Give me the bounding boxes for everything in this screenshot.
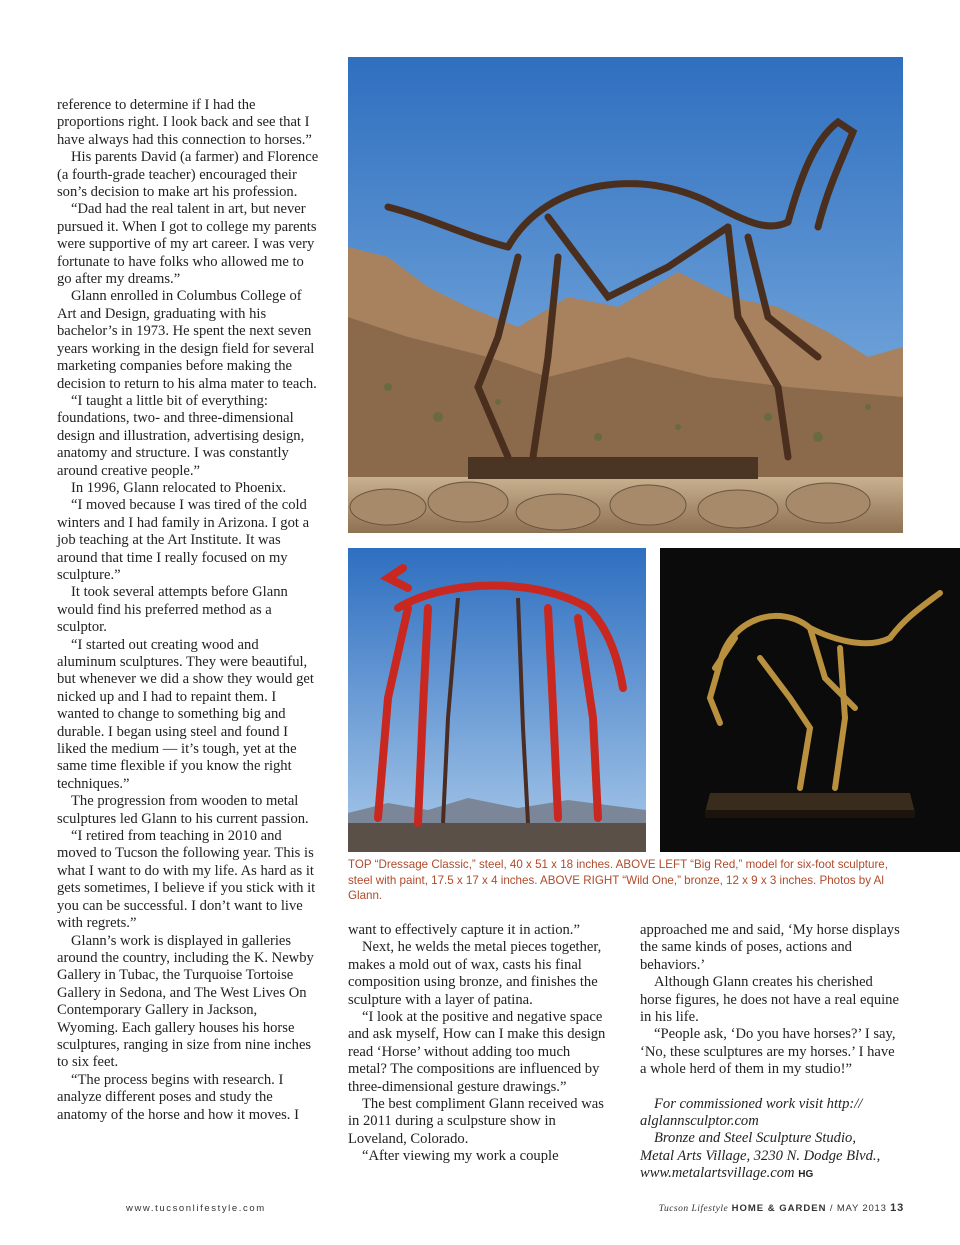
paragraph: Glann enrolled in Columbus College of Art and Design, graduating with his bachelor’s in 1973. He spent the next seven years working in the design field for several marketing companies before making the decision to return to his alma mater to teach. [57,288,317,392]
end-mark: HG [798,1169,814,1181]
photo-wild-one [660,548,960,852]
footer-section: HOME & GARDEN [731,1203,827,1214]
credit-line: For commissioned work visit http:// [654,1095,863,1112]
credit-link[interactable]: alglannsculptor.com [640,1113,759,1130]
paragraph: Glann’s work is displayed in galleries around the country, including the K. Newby Gallery in Tubac, the Turquoise Tortoise Gallery in Sedona, and The West Lives On Contemporary Gallery in Jackson, Wyoming. Each gallery houses his horse sculptures, ranging in size from nine inches to six feet. [57,932,314,1071]
footer-website[interactable]: www.tucsonlifestyle.com [126,1203,266,1214]
credit-website-link[interactable]: www.metalartsvillage.com [640,1165,795,1182]
paragraph: Although Glann creates his cherished horse figures, he does not have a real equine in his life. [640,974,899,1026]
credit-line: Metal Arts Village, 3230 N. Dodge Blvd., [640,1147,881,1164]
paragraph: “I taught a little bit of everything: foundations, two- and three-dimensional design and illustration, advertising design, anatomy and structure. I was constantly around creative people.” [57,392,305,479]
paragraph: The best compliment Glann received was in 2011 during a sculpsture show in Loveland, Colorado. [348,1096,604,1147]
footer-folio [659,1202,904,1214]
paragraph: “After viewing my work a couple [362,1148,559,1165]
paragraph: The progression from wooden to metal sculptures led Glann to his current passion. [57,793,309,827]
paragraph: “I retired from teaching in 2010 and moved to Tucson the following year. This is what I want to do with my life. As hard as it gets sometimes, I believe if you stick with it you can be successful. I don’t want to live with regrets.” [57,828,316,932]
paragraph: His parents David (a farmer) and Florence (a fourth-grade teacher) encouraged their son’s decision to make art his profession. [57,149,319,201]
article-column-2 [348,922,610,1166]
paragraph: “Dad had the real talent in art, but never pursued it. When I got to college my parents were supportive of my art career. I was very fortunate to have folks who allowed me to go after my dreams.” [57,201,317,288]
paragraph: “I look at the positive and negative space and ask myself, How can I make this design read ‘Horse’ without adding too much metal? The compositions are influenced by three-dimensional gesture drawings.” [348,1009,606,1095]
article-column-3 [640,922,902,1184]
photo-caption: TOP “Dressage Classic,” steel, 40 x 51 x 18 inches. ABOVE LEFT “Big Red,” model for six-foot sculpture, steel with paint, 17.5 x 17 x 4 inches. ABOVE RIGHT “Wild One,” bronze, 12 x 9 x 3 inches. Photos by Al Glann. [348,858,888,902]
paragraph: In 1996, Glann relocated to Phoenix. [71,479,287,496]
paragraph: Next, he welds the metal pieces together, makes a mold out of wax, casts his final composition using bronze, and finishes the sculpture with a layer of patina. [348,939,602,1008]
footer-issue: MAY 2013 [836,1203,887,1214]
paragraph-spacer [640,1079,902,1096]
paragraph: want to effectively capture it in action.” [348,922,580,938]
paragraph: approached me and said, ‘My horse displays the same kinds of poses, actions and behaviors.’ [640,922,900,973]
article-column-1 [57,97,319,1124]
paragraph: It took several attempts before Glann would find his preferred method as a sculptor. [57,584,288,636]
credit-line: Bronze and Steel Sculpture Studio, [654,1130,856,1147]
paragraph: “People ask, ‘Do you have horses?’ I say, ‘No, these sculptures are my horses.’ I have a whole herd of them in my studio!” [640,1026,896,1078]
photo-dressage-classic [348,57,903,533]
paragraph: “The process begins with research. I analyze different poses and study the anatomy of the horse and how it moves. I [57,1071,299,1123]
footer-magazine: Tucson Lifestyle [658,1204,729,1214]
page-number: 13 [890,1202,904,1214]
footer-separator: / [829,1203,834,1214]
photo-big-red [348,548,646,852]
paragraph: “I started out creating wood and aluminum sculptures. They were beautiful, but whenever we did a show they would get nicked up and I had to repaint them. I wanted to change to something big and durable. I began using steel and found I liked the medium — it’s tough, yet at the same time flexible if you know the right techniques.” [57,636,314,792]
paragraph: “I moved because I was tired of the cold winters and I had family in Arizona. I got a job teaching at the Art Institute. It was around that time I really focused on my sculpture.” [57,497,310,583]
paragraph: reference to determine if I had the proportions right. I look back and see that I have always had this connection to horses.” [57,97,312,148]
commission-credit [640,1096,902,1184]
